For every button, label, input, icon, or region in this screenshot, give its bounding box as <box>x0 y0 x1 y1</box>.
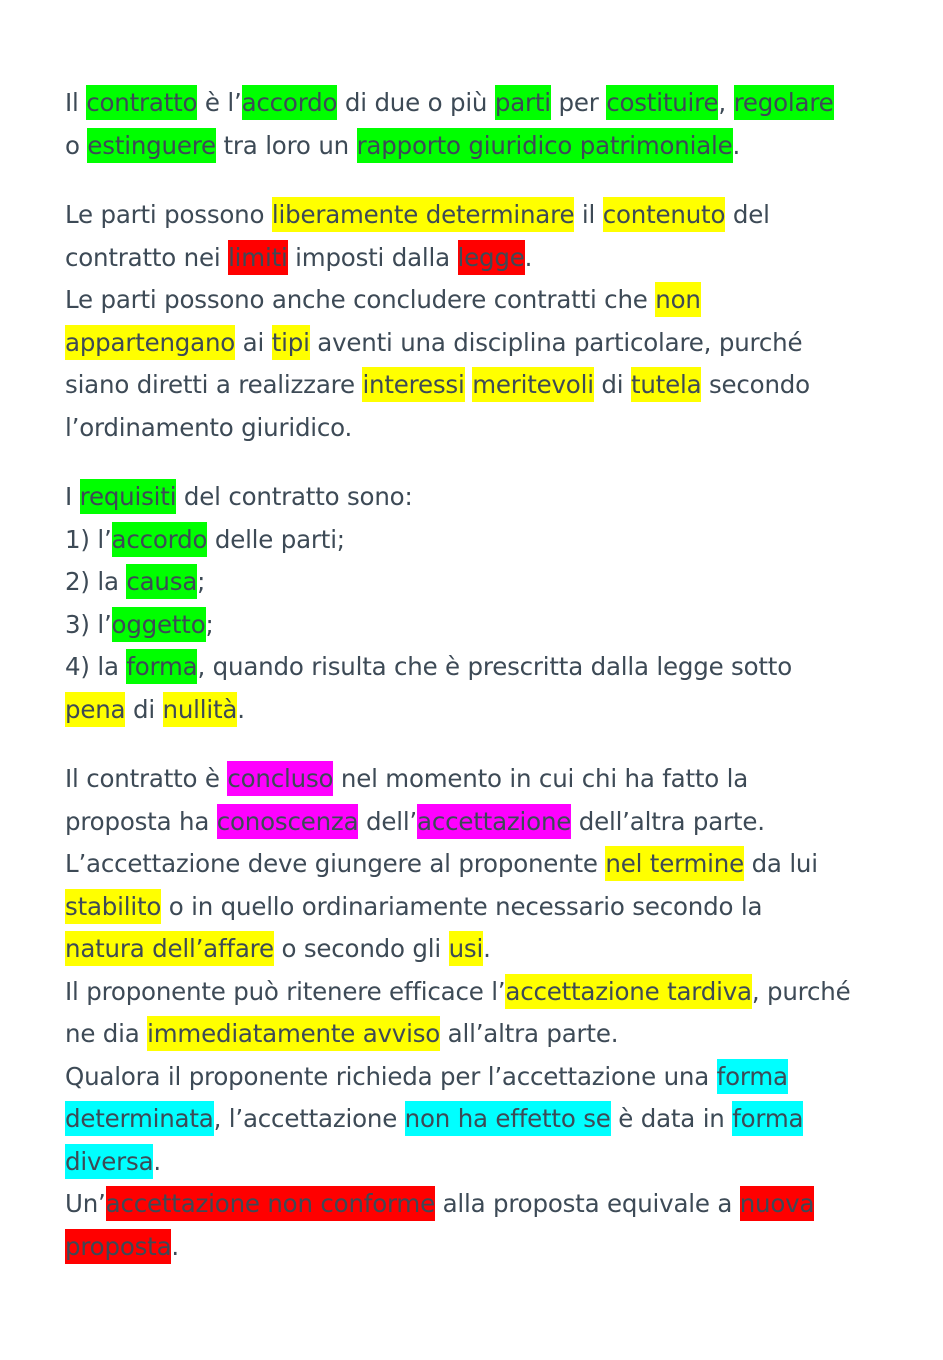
highlighted-term-green: parti <box>495 85 551 120</box>
text-segment: di due o più <box>337 88 495 117</box>
highlighted-term-red: accettazione non conforme <box>106 1186 435 1221</box>
highlighted-term-magenta: conoscenza <box>217 804 359 839</box>
text-segment: secondo <box>701 370 810 399</box>
paragraph <box>65 476 895 731</box>
text-segment: . <box>732 130 741 160</box>
text-line <box>65 971 895 1014</box>
text-segment: , purché <box>751 976 851 1006</box>
highlighted-term-magenta: concluso <box>227 761 333 796</box>
text-line <box>65 886 895 929</box>
text-segment: 4) la <box>65 652 127 681</box>
text-segment: da lui <box>743 849 818 878</box>
text-segment: . <box>171 1231 179 1261</box>
text-segment: proposta ha <box>65 806 217 836</box>
highlighted-term-green: regolare <box>734 85 834 120</box>
text-segment: Qualora il proponente richieda per l’accettazione una <box>65 1061 717 1091</box>
text-line <box>65 646 895 689</box>
highlighted-term-cyan: forma <box>717 1059 788 1094</box>
text-segment: di <box>125 694 163 724</box>
text-segment: imposti dalla <box>287 242 458 272</box>
text-line <box>65 322 895 365</box>
text-line <box>65 1013 895 1056</box>
text-segment: o secondo gli <box>273 934 449 963</box>
highlighted-term-yellow: pena <box>65 692 125 727</box>
highlighted-term-yellow: non <box>655 282 700 317</box>
highlighted-term-green: forma <box>126 649 197 684</box>
text-segment: tra loro un <box>215 130 357 160</box>
highlighted-term-green: causa <box>126 564 197 599</box>
highlighted-term-yellow: nullità <box>163 692 238 727</box>
highlighted-term-green: estinguere <box>87 128 216 163</box>
text-segment: ne dia <box>65 1019 148 1048</box>
text-segment: Le parti possono anche concludere contratti che <box>65 285 656 314</box>
text-segment: ; <box>197 567 206 596</box>
highlighted-term-cyan: non ha effetto se <box>405 1101 611 1136</box>
highlighted-term-green: rapporto giuridico patrimoniale <box>357 128 733 163</box>
highlighted-term-cyan: diversa <box>65 1144 153 1179</box>
highlighted-term-magenta: accettazione <box>417 804 571 839</box>
text-segment: ; <box>205 609 214 639</box>
text-segment: . <box>237 694 245 724</box>
text-line <box>65 1226 895 1269</box>
text-segment: contratto nei <box>65 242 229 272</box>
text-segment: Il contratto è <box>65 764 228 793</box>
document-page <box>65 82 895 1295</box>
highlighted-term-yellow: stabilito <box>65 889 161 924</box>
text-segment: siano diretti a realizzare <box>65 370 363 399</box>
highlighted-term-red: legge <box>458 240 525 275</box>
text-segment: Il proponente può ritenere efficace l’ <box>65 976 506 1006</box>
highlighted-term-yellow: liberamente determinare <box>272 197 574 232</box>
text-segment: I <box>65 482 80 511</box>
highlighted-term-red: proposta <box>65 1229 171 1264</box>
text-segment: o <box>65 130 88 160</box>
text-segment: alla proposta equivale a <box>434 1189 740 1218</box>
text-line <box>65 194 895 237</box>
paragraph <box>65 194 895 449</box>
highlighted-term-green: accordo <box>112 522 208 557</box>
text-segment: , l’accettazione <box>213 1104 405 1133</box>
highlighted-term-yellow: natura dell’affare <box>65 931 274 966</box>
text-segment: aventi una disciplina particolare, purché <box>309 327 803 357</box>
highlighted-term-yellow: tutela <box>631 367 701 402</box>
text-segment: il <box>574 200 603 229</box>
text-line <box>65 1183 895 1226</box>
highlighted-term-yellow: contenuto <box>603 197 726 232</box>
text-line <box>65 1056 895 1099</box>
text-line <box>65 604 895 647</box>
text-segment: L’accettazione deve giungere al proponente <box>65 849 606 878</box>
text-segment: ai <box>235 327 272 357</box>
text-segment: per <box>550 88 607 117</box>
highlighted-term-yellow: usi <box>449 931 484 966</box>
text-line <box>65 1098 895 1141</box>
text-line <box>65 407 895 450</box>
highlighted-term-yellow: appartengano <box>65 325 235 360</box>
text-segment: è l’ <box>197 88 242 117</box>
text-segment: o in quello ordinariamente necessario secondo la <box>161 891 763 921</box>
text-line <box>65 364 895 407</box>
text-segment: dell’altra parte. <box>571 806 765 836</box>
text-segment: Le parti possono <box>65 200 272 229</box>
text-line <box>65 928 895 971</box>
text-segment: . <box>153 1146 161 1176</box>
highlighted-term-yellow: tipi <box>272 325 310 360</box>
text-segment: l’ordinamento giuridico. <box>65 412 353 442</box>
text-segment: 3) l’ <box>65 609 112 639</box>
text-segment: , quando risulta che è prescritta dalla legge sotto <box>197 652 792 681</box>
highlighted-term-green: accordo <box>242 85 338 120</box>
text-segment: nel momento in cui chi ha fatto la <box>333 764 749 793</box>
text-line <box>65 689 895 732</box>
text-line <box>65 82 895 125</box>
highlighted-term-yellow: immediatamente avviso <box>147 1016 440 1051</box>
highlighted-term-red: nuova <box>740 1186 815 1221</box>
text-line <box>65 1141 895 1184</box>
text-segment: del <box>725 200 770 229</box>
highlighted-term-green: requisiti <box>80 479 177 514</box>
text-segment: dell’ <box>358 806 418 836</box>
highlighted-term-yellow: accettazione tardiva <box>505 974 751 1009</box>
text-segment: Un’ <box>65 1189 106 1218</box>
text-segment: è data in <box>610 1104 733 1133</box>
text-segment: di <box>593 370 631 399</box>
highlighted-term-green: costituire <box>606 85 718 120</box>
text-line <box>65 237 895 280</box>
text-segment: Il <box>65 88 87 117</box>
text-segment: . <box>524 242 533 272</box>
text-line <box>65 279 895 322</box>
highlighted-term-cyan: forma <box>732 1101 803 1136</box>
highlighted-term-yellow: nel termine <box>605 846 744 881</box>
highlighted-term-cyan: determinata <box>65 1101 214 1136</box>
text-segment: . <box>483 934 491 963</box>
text-line <box>65 125 895 168</box>
highlighted-term-green: oggetto <box>112 607 206 642</box>
paragraph <box>65 82 895 167</box>
text-line <box>65 843 895 886</box>
text-segment: delle parti; <box>207 524 345 554</box>
text-segment: del contratto sono: <box>176 482 413 511</box>
text-segment: all’altra parte. <box>440 1019 619 1048</box>
text-segment: 1) l’ <box>65 524 112 554</box>
highlighted-term-yellow: interessi <box>362 367 464 402</box>
highlighted-term-yellow: meritevoli <box>472 367 594 402</box>
paragraph <box>65 758 895 1268</box>
text-line <box>65 476 895 519</box>
highlighted-term-red: limiti <box>228 240 288 275</box>
text-line <box>65 758 895 801</box>
text-line <box>65 561 895 604</box>
text-line <box>65 519 895 562</box>
text-segment: 2) la <box>65 567 127 596</box>
text-segment: , <box>718 88 734 117</box>
highlighted-term-green: contratto <box>86 85 197 120</box>
text-line <box>65 801 895 844</box>
